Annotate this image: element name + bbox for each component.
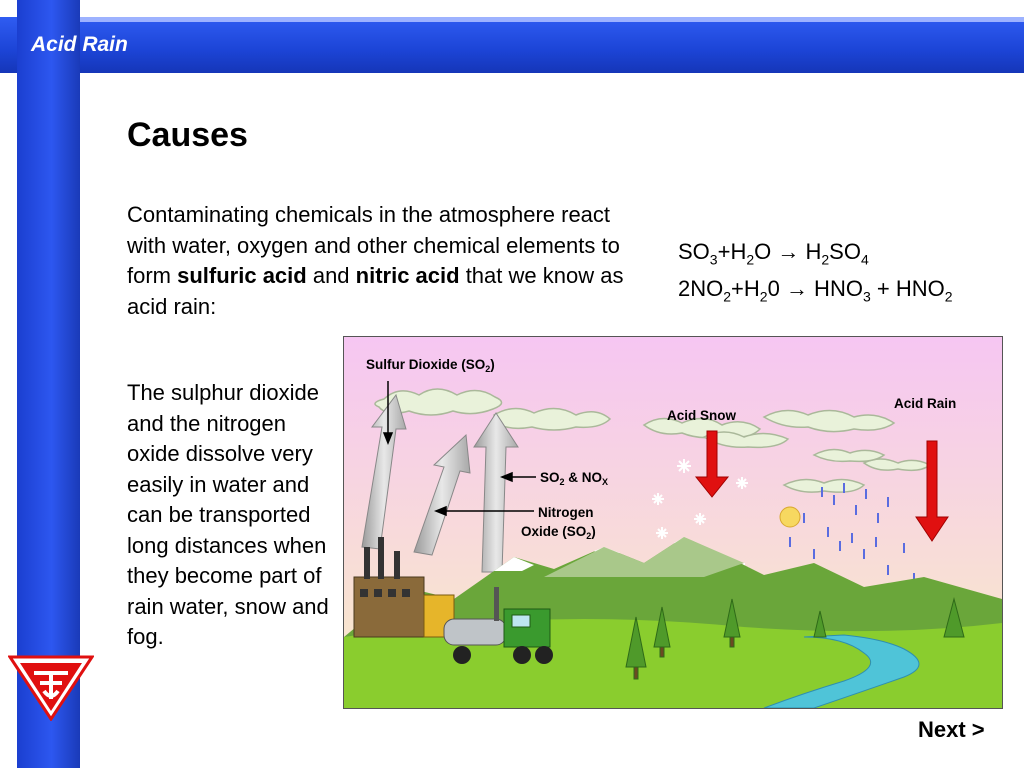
nitric-acid-term: nitric acid xyxy=(355,263,460,288)
label-sulfur-dioxide: Sulfur Dioxide $(SO_2)$ xyxy=(366,357,495,374)
sun-icon xyxy=(780,507,800,527)
acid-rain-illustration xyxy=(343,336,1003,709)
left-sidebar-bar xyxy=(17,0,80,768)
equation-nitric: $2NO_2+H_20 \to HNO_3 + HNO_2$ xyxy=(678,276,953,305)
intro-text-2: and xyxy=(306,263,356,288)
next-button[interactable]: Next > xyxy=(918,717,985,742)
intro-text-1: Contaminating chemicals in the atmosphere react with water, oxygen and other chemical elements to form xyxy=(127,202,620,288)
header-bar xyxy=(0,17,1024,73)
label-nitrogen-line1: Nitrogen xyxy=(538,505,594,520)
explanation-text: The sulphur dioxide and the nitrogen oxide dissolve very easily in water and can be transported long distances when they become part of rain water, snow and fog. xyxy=(127,380,329,649)
chemical-equations xyxy=(678,237,953,312)
equation-sulfuric: $SO_3+H_2O \to H_2SO_4$ xyxy=(678,239,869,268)
top-margin xyxy=(0,0,1024,17)
label-acid-snow: Acid Snow xyxy=(667,408,737,423)
app-title: Acid Rain xyxy=(31,33,128,56)
page-title: Causes xyxy=(127,116,248,154)
logo-icon xyxy=(8,655,94,721)
label-acid-rain: Acid Rain xyxy=(894,396,957,411)
intro-text-3: that we know as acid rain: xyxy=(127,263,624,319)
label-nitrogen-line2: Oxide $(SO_2)$ xyxy=(521,524,596,541)
sulfuric-acid-term: sulfuric acid xyxy=(177,263,307,288)
label-so2-nox: $SO_2$ & $NO_X$ xyxy=(540,470,609,487)
intro-paragraph xyxy=(127,200,637,322)
header-highlight xyxy=(80,17,1024,22)
